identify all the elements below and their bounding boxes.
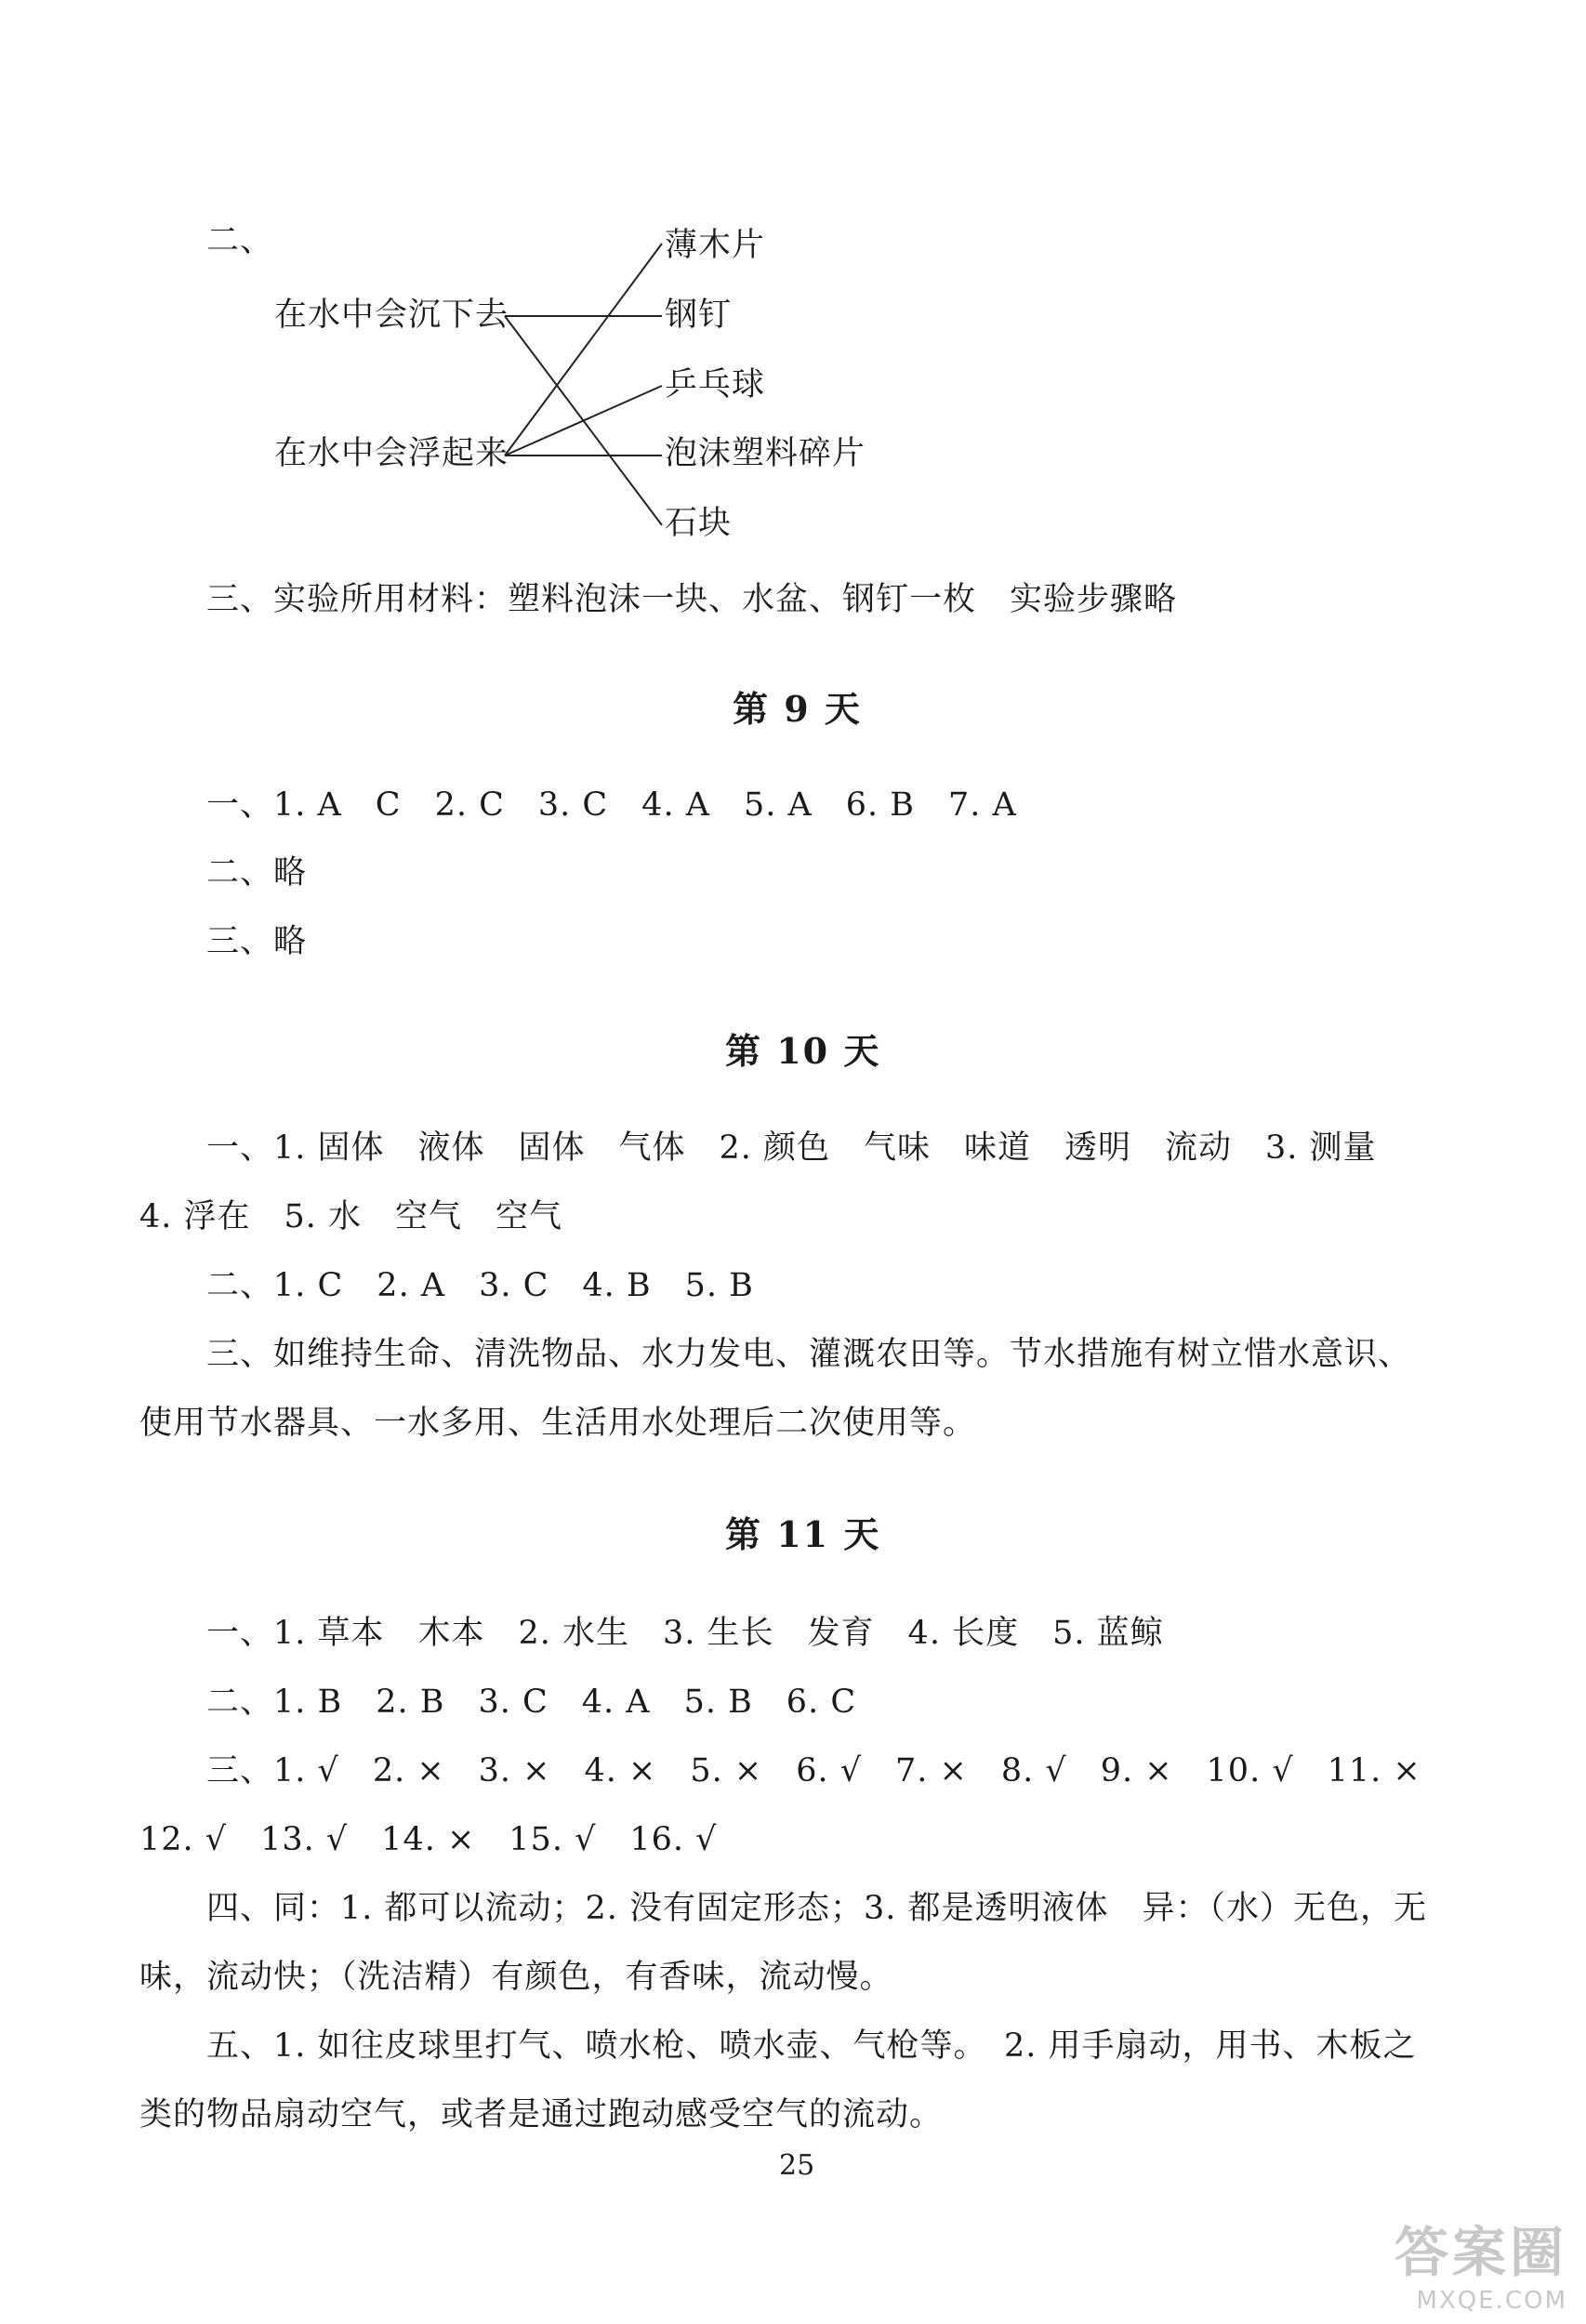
day-10-q1-line2: 4. 浮在 5. 水 空气 空气	[139, 1198, 563, 1235]
day-9-q1: 一、1. A C 2. C 3. C 4. A 5. A 6. B 7. A	[206, 786, 1017, 824]
match-right-item: 薄木片	[665, 227, 766, 264]
day-11-q5-line2: 类的物品扇动空气，或者是通过跑动感受空气的流动。	[139, 2096, 944, 2133]
watermark-logo	[1394, 2209, 1567, 2315]
day-9-q3: 三、略	[206, 923, 308, 960]
matching-lines	[0, 0, 1586, 651]
match-right-item: 石块	[665, 505, 733, 542]
page-number: 25	[779, 2149, 815, 2182]
day-9-heading: 第 9 天	[733, 688, 862, 730]
day-11-q4-line2: 味，流动快；（洗洁精）有颜色，有香味，流动慢。	[139, 1959, 893, 1996]
day-11-q4-line1: 四、同：1. 都可以流动；2. 没有固定形态；3. 都是透明液体 异：（水）无色，无	[206, 1890, 1428, 1927]
match-line	[505, 386, 662, 456]
day-11-q3-line2: 12. √ 13. √ 14. × 15. √ 16. √	[139, 1821, 718, 1858]
match-left-float: 在水中会浮起来	[274, 435, 509, 472]
day-10-heading: 第 10 天	[725, 1030, 881, 1072]
day-10-q2: 二、1. C 2. A 3. C 4. B 5. B	[206, 1267, 754, 1304]
day-11-heading: 第 11 天	[725, 1513, 881, 1555]
day-10-q1-line1: 一、1. 固体 液体 固体 气体 2. 颜色 气味 味道 透明 流动 3. 测量	[206, 1129, 1377, 1167]
day-11-q2: 二、1. B 2. B 3. C 4. A 5. B 6. C	[206, 1684, 857, 1721]
day-11-q3-line1: 三、1. √ 2. × 3. × 4. × 5. × 6. √ 7. × 8. √ 9. × 10. √ 11. ×	[206, 1752, 1421, 1789]
day-11-q1: 一、1. 草本 木本 2. 水生 3. 生长 发育 4. 长度 5. 蓝鲸	[206, 1615, 1164, 1652]
watermark-url: MXQE.COM	[1416, 2287, 1567, 2315]
match-right-item: 钢钉	[665, 297, 733, 334]
match-left-sink: 在水中会沉下去	[274, 297, 509, 334]
match-right-item: 泡沫塑料碎片	[665, 435, 866, 472]
day-10-q3-line1: 三、如维持生命、清洗物品、水力发电、灌溉农田等。节水措施有树立惜水意识、	[206, 1336, 1412, 1373]
match-right-item: 乒乓球	[665, 366, 766, 403]
match-line	[505, 244, 662, 456]
watermark-logo-text: 答案圈	[1394, 2221, 1567, 2284]
day-9-q2: 二、略	[206, 854, 308, 891]
section-2-label: 二、	[206, 222, 274, 259]
day-10-q3-line2: 使用节水器具、一水多用、生活用水处理后二次使用等。	[139, 1405, 977, 1442]
section-3-text: 三、实验所用材料：塑料泡沫一块、水盆、钢钉一枚 实验步骤略	[206, 581, 1178, 618]
day-11-q5-line1: 五、1. 如往皮球里打气、喷水枪、喷水壶、气枪等。 2. 用手扇动，用书、木板之	[206, 2027, 1417, 2065]
